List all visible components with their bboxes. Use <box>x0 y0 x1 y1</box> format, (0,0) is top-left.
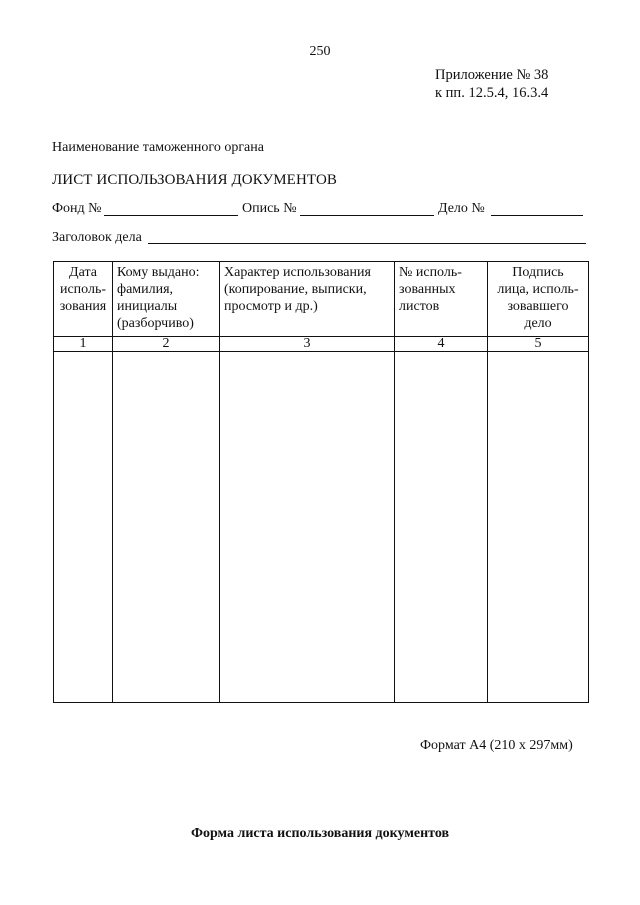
opis-field-line[interactable] <box>300 215 434 216</box>
column-number-row <box>54 337 589 352</box>
column-number: 1 <box>54 337 113 352</box>
column-number: 5 <box>488 337 589 352</box>
header-signature: Подпись лица, исполь- зовавшего дело <box>488 262 589 337</box>
fond-label: Фонд № <box>52 201 102 216</box>
usage-table <box>53 261 589 703</box>
sheets-used-entry-cell[interactable] <box>395 352 488 703</box>
customs-agency-label: Наименование таможенного органа <box>52 140 264 155</box>
opis-label: Опись № <box>242 201 297 216</box>
fond-field-line[interactable] <box>104 215 238 216</box>
case-title-field-line[interactable] <box>148 243 586 244</box>
column-number: 3 <box>220 337 395 352</box>
format-note: Формат А4 (210 х 297мм) <box>420 738 573 753</box>
header-date: Дата исполь- зования <box>54 262 113 337</box>
appendix-clauses: к пп. 12.5.4, 16.3.4 <box>435 85 549 101</box>
header-sheets-used: № исполь- зованных листов <box>395 262 488 337</box>
form-caption: Форма листа использования документов <box>190 826 450 841</box>
issued-to-entry-cell[interactable] <box>113 352 220 703</box>
appendix-reference <box>435 66 548 102</box>
signature-entry-cell[interactable] <box>488 352 589 703</box>
appendix-number: Приложение № 38 <box>435 67 549 83</box>
date-entry-cell[interactable] <box>54 352 113 703</box>
table-body-row <box>54 352 589 703</box>
table-header-row <box>54 262 589 337</box>
delo-label: Дело № <box>438 201 485 216</box>
header-usage-type: Характер использования (копирование, выписки, просмотр и др.) <box>220 262 395 337</box>
page-number: 250 <box>309 44 331 59</box>
usage-type-entry-cell[interactable] <box>220 352 395 703</box>
column-number: 4 <box>395 337 488 352</box>
column-number: 2 <box>113 337 220 352</box>
header-issued-to: Кому выдано: фамилия, инициалы (разборчиво) <box>113 262 220 337</box>
case-title-label: Заголовок дела <box>52 230 142 245</box>
form-title: ЛИСТ ИСПОЛЬЗОВАНИЯ ДОКУМЕНТОВ <box>52 172 337 188</box>
delo-field-line[interactable] <box>491 215 583 216</box>
